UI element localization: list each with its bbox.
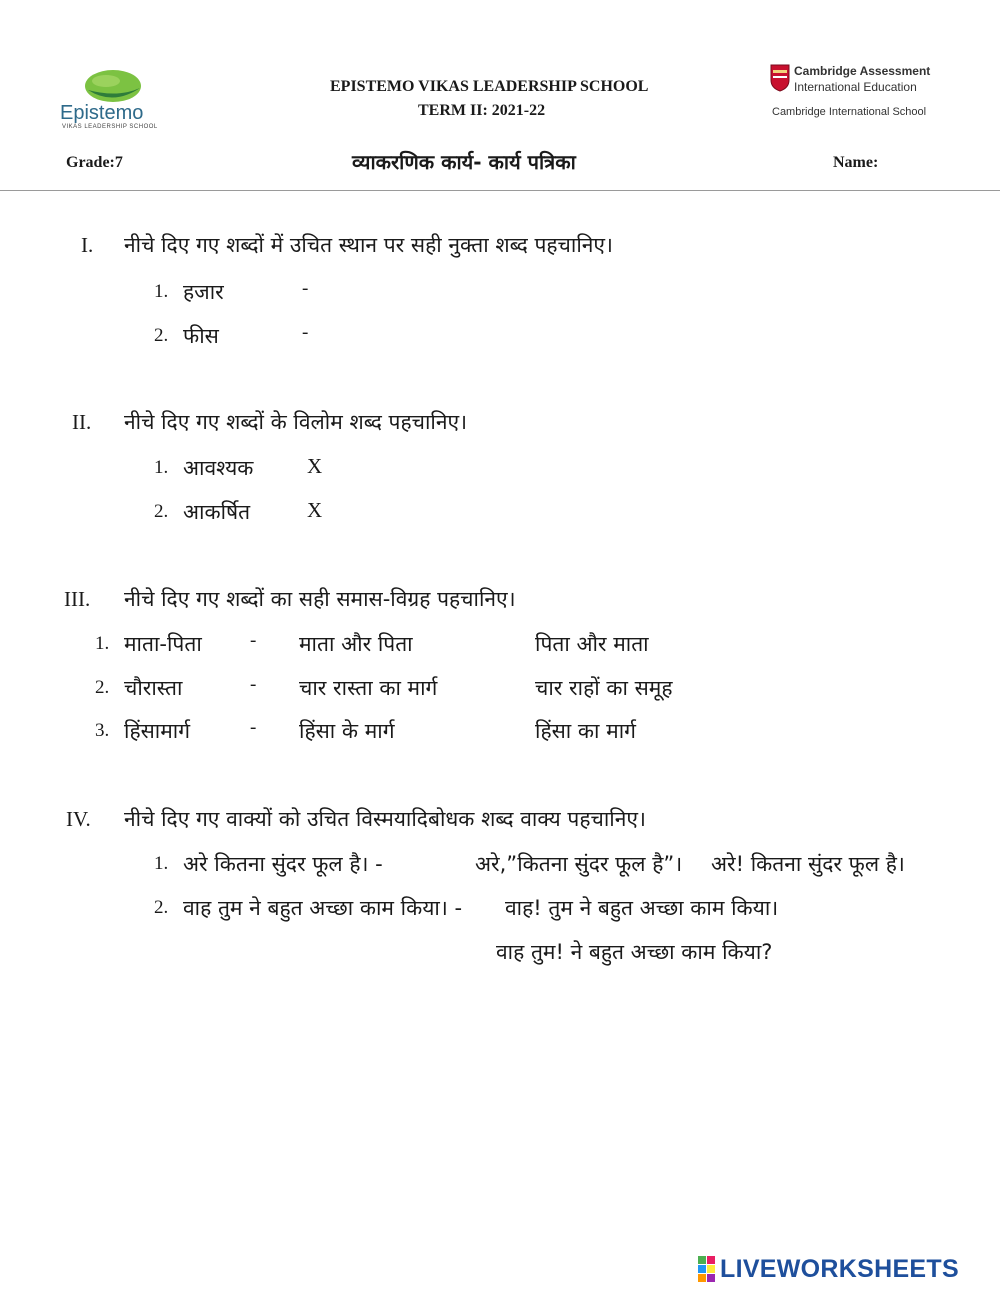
cambridge-line2: International Education	[794, 80, 917, 94]
liveworksheets-mark-icon	[707, 1256, 715, 1264]
item-word: चौरास्ता	[124, 676, 183, 700]
item-sentence: वाह तुम ने बहुत अच्छा काम किया। -	[183, 896, 463, 920]
option-2: पिता और माता	[535, 632, 649, 656]
item-number: 2.	[95, 677, 110, 698]
item-sentence: अरे कितना सुंदर फूल है। -	[183, 852, 383, 876]
section-instruction: नीचे दिए गए वाक्यों को उचित विस्मयादिबोधक शब्द वाक्य पहचानिए।	[124, 807, 646, 831]
section-numeral: II.	[72, 410, 92, 434]
item-separator: X	[307, 454, 323, 478]
cambridge-line1: Cambridge Assessment	[794, 64, 931, 78]
item-word: माता-पिता	[124, 632, 202, 656]
item-number: 1.	[95, 633, 110, 654]
item-word: हजार	[183, 280, 224, 304]
option-2: अरे! कितना सुंदर फूल है।	[711, 852, 905, 876]
section-instruction: नीचे दिए गए शब्दों का सही समास-विग्रह पहचानिए।	[124, 587, 516, 611]
worksheet-title: व्याकरणिक कार्य- कार्य पत्रिका	[352, 150, 576, 174]
item-number: 1.	[154, 457, 169, 478]
item-separator: -	[250, 630, 257, 651]
item-word: हिंसामार्ग	[124, 719, 191, 743]
item-number: 2.	[154, 325, 169, 346]
option-1: वाह! तुम ने बहुत अच्छा काम किया।	[505, 896, 779, 920]
item-separator: -	[302, 278, 309, 299]
item-number: 1.	[154, 281, 169, 302]
item-separator: -	[250, 674, 257, 695]
header-divider	[0, 190, 1000, 191]
liveworksheets-mark-icon	[707, 1265, 715, 1273]
section-numeral: III.	[64, 587, 91, 611]
liveworksheets-mark-icon	[698, 1274, 706, 1282]
section-instruction: नीचे दिए गए शब्दों के विलोम शब्द पहचानिए।	[124, 410, 468, 434]
option-2: चार राहों का समूह	[535, 676, 673, 700]
option-1: माता और पिता	[299, 632, 413, 656]
item-separator: -	[302, 322, 309, 343]
item-word: आवश्यक	[183, 456, 254, 480]
liveworksheets-mark-icon	[707, 1274, 715, 1282]
section-numeral: I.	[81, 233, 94, 257]
item-number: 1.	[154, 853, 169, 874]
item-number: 2.	[154, 897, 169, 918]
cambridge-shield-icon	[770, 64, 790, 92]
cambridge-line3: Cambridge International School	[772, 106, 927, 118]
option-1: अरे,”कितना सुंदर फूल है”।	[475, 852, 683, 876]
item-number: 2.	[154, 501, 169, 522]
section-instruction: नीचे दिए गए शब्दों में उचित स्थान पर सही नुक्ता शब्द पहचानिए।	[124, 233, 613, 257]
option-1: चार रास्ता का मार्ग	[299, 676, 438, 700]
item-word: फीस	[183, 324, 219, 348]
epistemo-logo-subtext: VIKAS LEADERSHIP SCHOOL	[62, 124, 158, 130]
grade-label: Grade:7	[66, 154, 123, 171]
item-separator: X	[307, 498, 323, 522]
school-name: EPISTEMO VIKAS LEADERSHIP SCHOOL	[330, 78, 649, 95]
option-2: हिंसा का मार्ग	[535, 719, 636, 743]
liveworksheets-mark-icon	[698, 1256, 706, 1264]
section-numeral: IV.	[66, 807, 91, 831]
name-label: Name:	[833, 154, 879, 171]
item-number: 3.	[95, 720, 110, 741]
liveworksheets-mark-icon	[698, 1265, 706, 1273]
option-2: वाह तुम! ने बहुत अच्छा काम किया?	[496, 940, 773, 964]
cambridge-logo	[770, 64, 931, 124]
option-1: हिंसा के मार्ग	[299, 719, 395, 743]
item-separator: -	[250, 717, 257, 738]
epistemo-logo	[58, 68, 168, 130]
item-word: आकर्षित	[183, 500, 251, 524]
epistemo-logo-text: Epistemo	[60, 102, 144, 124]
term-label: TERM II: 2021-22	[418, 102, 546, 119]
liveworksheets-brand: LIVEWORKSHEETS	[720, 1255, 959, 1283]
